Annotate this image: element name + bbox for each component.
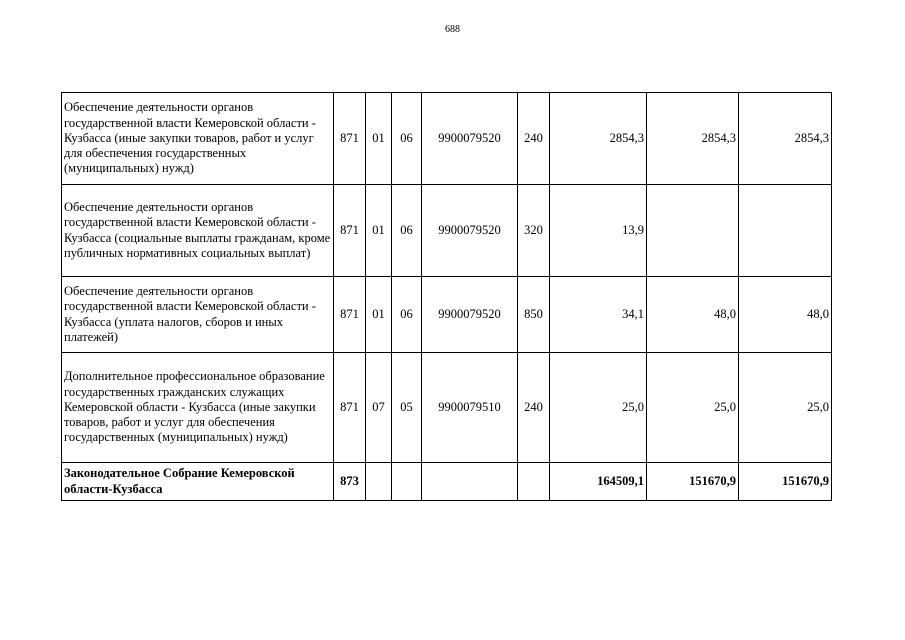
- amount-year-3: 48,0: [739, 277, 832, 353]
- section-code: 01: [366, 277, 392, 353]
- row-name: Обеспечение деятельности органов государственной власти Кемеровской области - Кузбасса (уплата налогов, сборов и иных платежей): [62, 277, 334, 353]
- subsection-code: 06: [392, 93, 422, 185]
- ministry-code: 873: [334, 463, 366, 501]
- amount-year-2: 151670,9: [647, 463, 739, 501]
- table-row: [62, 185, 832, 277]
- amount-year-3: 25,0: [739, 353, 832, 463]
- amount-year-3: 151670,9: [739, 463, 832, 501]
- amount-year-3: [739, 185, 832, 277]
- section-code: 07: [366, 353, 392, 463]
- section-code: 01: [366, 93, 392, 185]
- amount-year-1: 2854,3: [550, 93, 647, 185]
- section-code: 01: [366, 185, 392, 277]
- table-row: [62, 93, 832, 185]
- subsection-code: [392, 463, 422, 501]
- expense-type: 850: [518, 277, 550, 353]
- amount-year-2: [647, 185, 739, 277]
- amount-year-2: 48,0: [647, 277, 739, 353]
- expense-type: 240: [518, 93, 550, 185]
- target-article: 9900079520: [422, 277, 518, 353]
- page-number: 688: [445, 24, 460, 35]
- amount-year-1: 25,0: [550, 353, 647, 463]
- subsection-code: 05: [392, 353, 422, 463]
- ministry-code: 871: [334, 353, 366, 463]
- table-row-total: [62, 463, 832, 501]
- amount-year-2: 2854,3: [647, 93, 739, 185]
- table-row: [62, 353, 832, 463]
- ministry-code: 871: [334, 185, 366, 277]
- section-code: [366, 463, 392, 501]
- expense-type: [518, 463, 550, 501]
- table-row: [62, 277, 832, 353]
- expense-type: 240: [518, 353, 550, 463]
- amount-year-2: 25,0: [647, 353, 739, 463]
- subsection-code: 06: [392, 277, 422, 353]
- amount-year-1: 164509,1: [550, 463, 647, 501]
- ministry-code: 871: [334, 93, 366, 185]
- ministry-code: 871: [334, 277, 366, 353]
- amount-year-1: 34,1: [550, 277, 647, 353]
- subsection-code: 06: [392, 185, 422, 277]
- target-article: [422, 463, 518, 501]
- target-article: 9900079520: [422, 185, 518, 277]
- row-name: Дополнительное профессиональное образование государственных гражданских служащих Кемеровской области - Кузбасса (иные закупки товаров, работ и услуг для обеспечения государственных (муниципальных) нужд): [62, 353, 334, 463]
- budget-table: [61, 92, 832, 501]
- target-article: 9900079520: [422, 93, 518, 185]
- expense-type: 320: [518, 185, 550, 277]
- row-name: Законодательное Собрание Кемеровской области-Кузбасса: [62, 463, 334, 501]
- amount-year-3: 2854,3: [739, 93, 832, 185]
- amount-year-1: 13,9: [550, 185, 647, 277]
- row-name: Обеспечение деятельности органов государственной власти Кемеровской области - Кузбасса (социальные выплаты гражданам, кроме публичных нормативных социальных выплат): [62, 185, 334, 277]
- target-article: 9900079510: [422, 353, 518, 463]
- row-name: Обеспечение деятельности органов государственной власти Кемеровской области - Кузбасса (иные закупки товаров, работ и услуг для обеспечения государственных (муниципальных) нужд): [62, 93, 334, 185]
